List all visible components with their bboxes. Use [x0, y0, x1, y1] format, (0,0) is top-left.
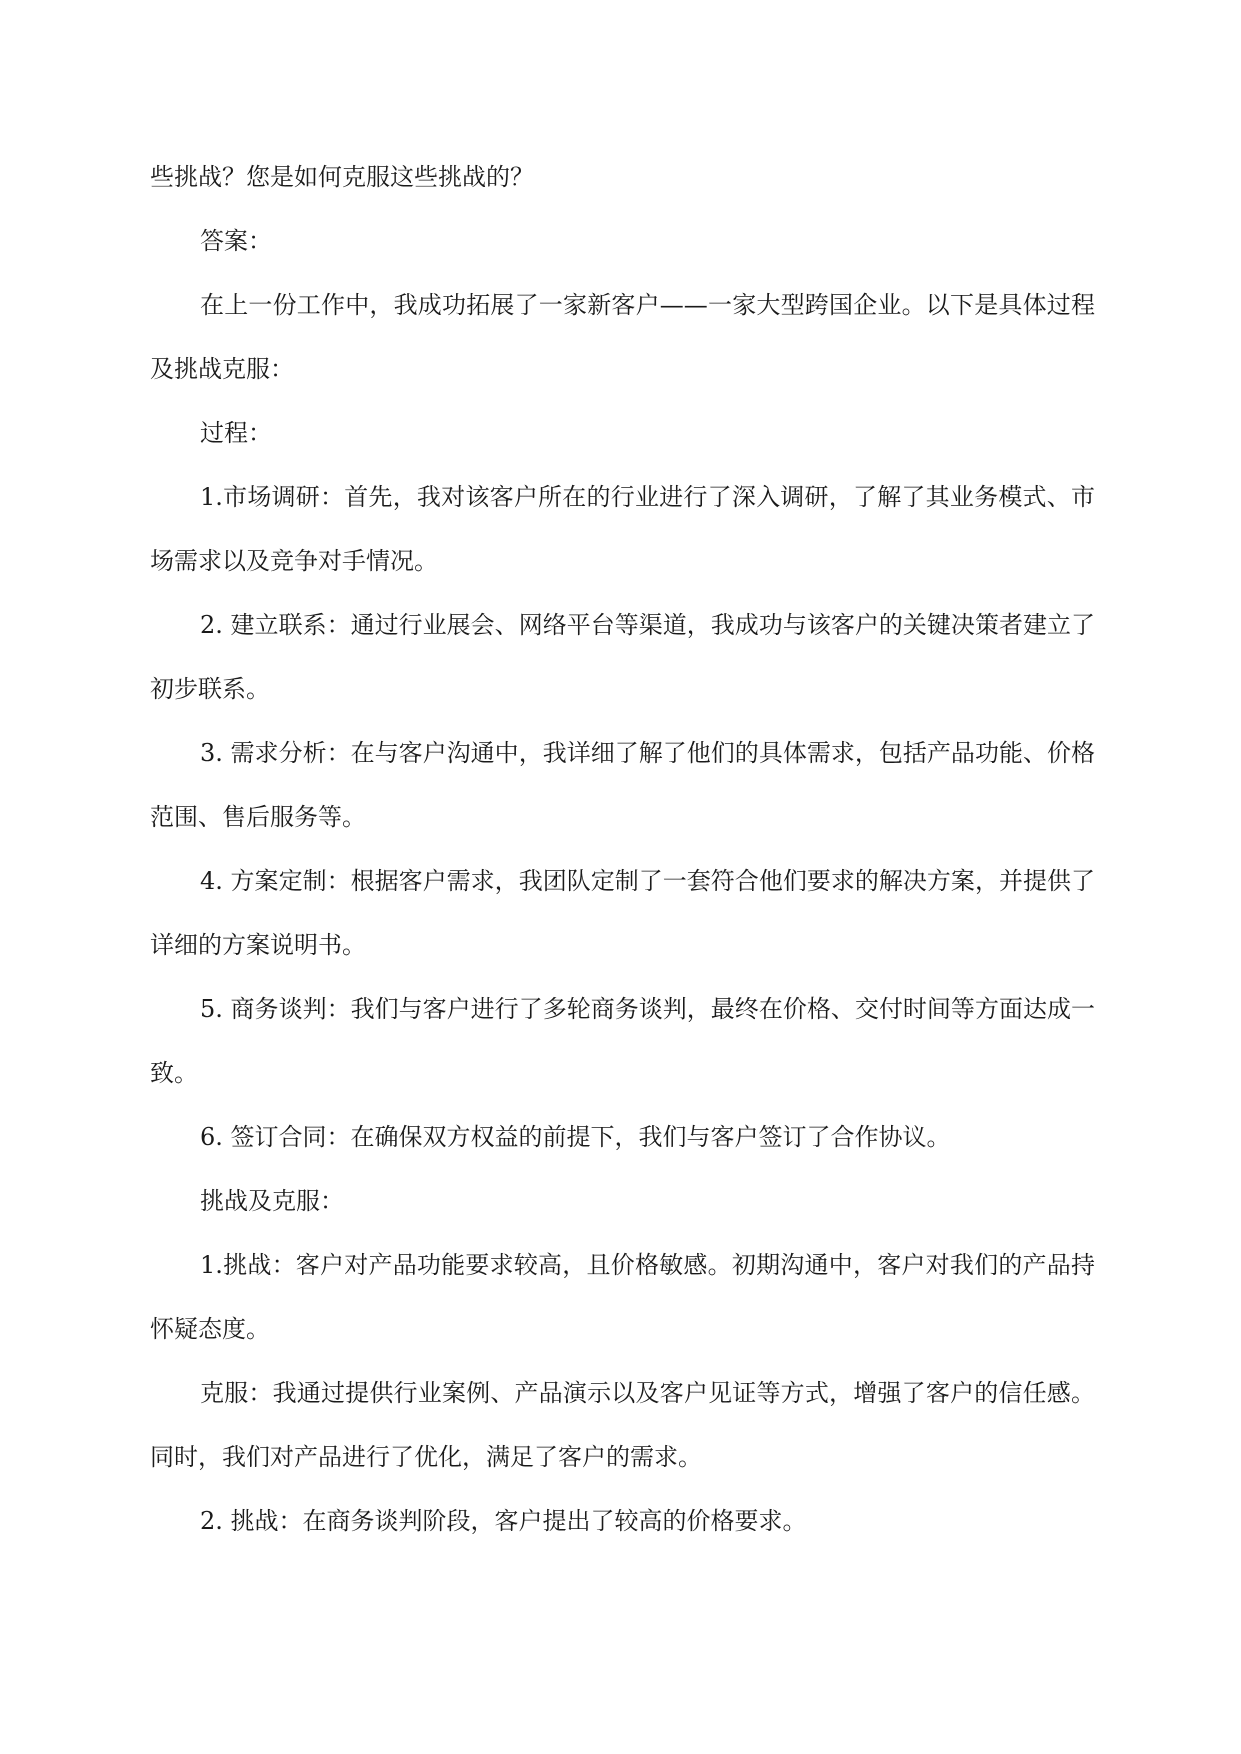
document-body	[150, 145, 1095, 1553]
paragraph: 2. 建立联系：通过行业展会、网络平台等渠道，我成功与该客户的关键决策者建立了初步联系。	[150, 611, 1095, 703]
paragraph: 3. 需求分析：在与客户沟通中，我详细了解了他们的具体需求，包括产品功能、价格范围、售后服务等。	[150, 739, 1095, 831]
paragraph: 1.挑战：客户对产品功能要求较高，且价格敏感。初期沟通中，客户对我们的产品持怀疑态度。	[150, 1251, 1095, 1343]
paragraph: 答案：	[200, 227, 272, 255]
paragraph: 在上一份工作中，我成功拓展了一家新客户——一家大型跨国企业。以下是具体过程及挑战克服：	[150, 291, 1095, 383]
paragraph: 挑战及克服：	[200, 1187, 344, 1215]
paragraph: 1.市场调研：首先，我对该客户所在的行业进行了深入调研，了解了其业务模式、市场需求以及竞争对手情况。	[150, 483, 1095, 575]
paragraph: 4. 方案定制：根据客户需求，我团队定制了一套符合他们要求的解决方案，并提供了详细的方案说明书。	[150, 867, 1095, 959]
paragraph: 些挑战？您是如何克服这些挑战的？	[150, 163, 534, 191]
paragraph: 过程：	[200, 419, 272, 447]
paragraph: 5. 商务谈判：我们与客户进行了多轮商务谈判，最终在价格、交付时间等方面达成一致。	[150, 995, 1095, 1087]
paragraph: 2. 挑战：在商务谈判阶段，客户提出了较高的价格要求。	[200, 1507, 807, 1535]
paragraph: 6. 签订合同：在确保双方权益的前提下，我们与客户签订了合作协议。	[200, 1123, 951, 1151]
paragraph: 克服：我通过提供行业案例、产品演示以及客户见证等方式，增强了客户的信任感。同时，我们对产品进行了优化，满足了客户的需求。	[150, 1379, 1095, 1471]
